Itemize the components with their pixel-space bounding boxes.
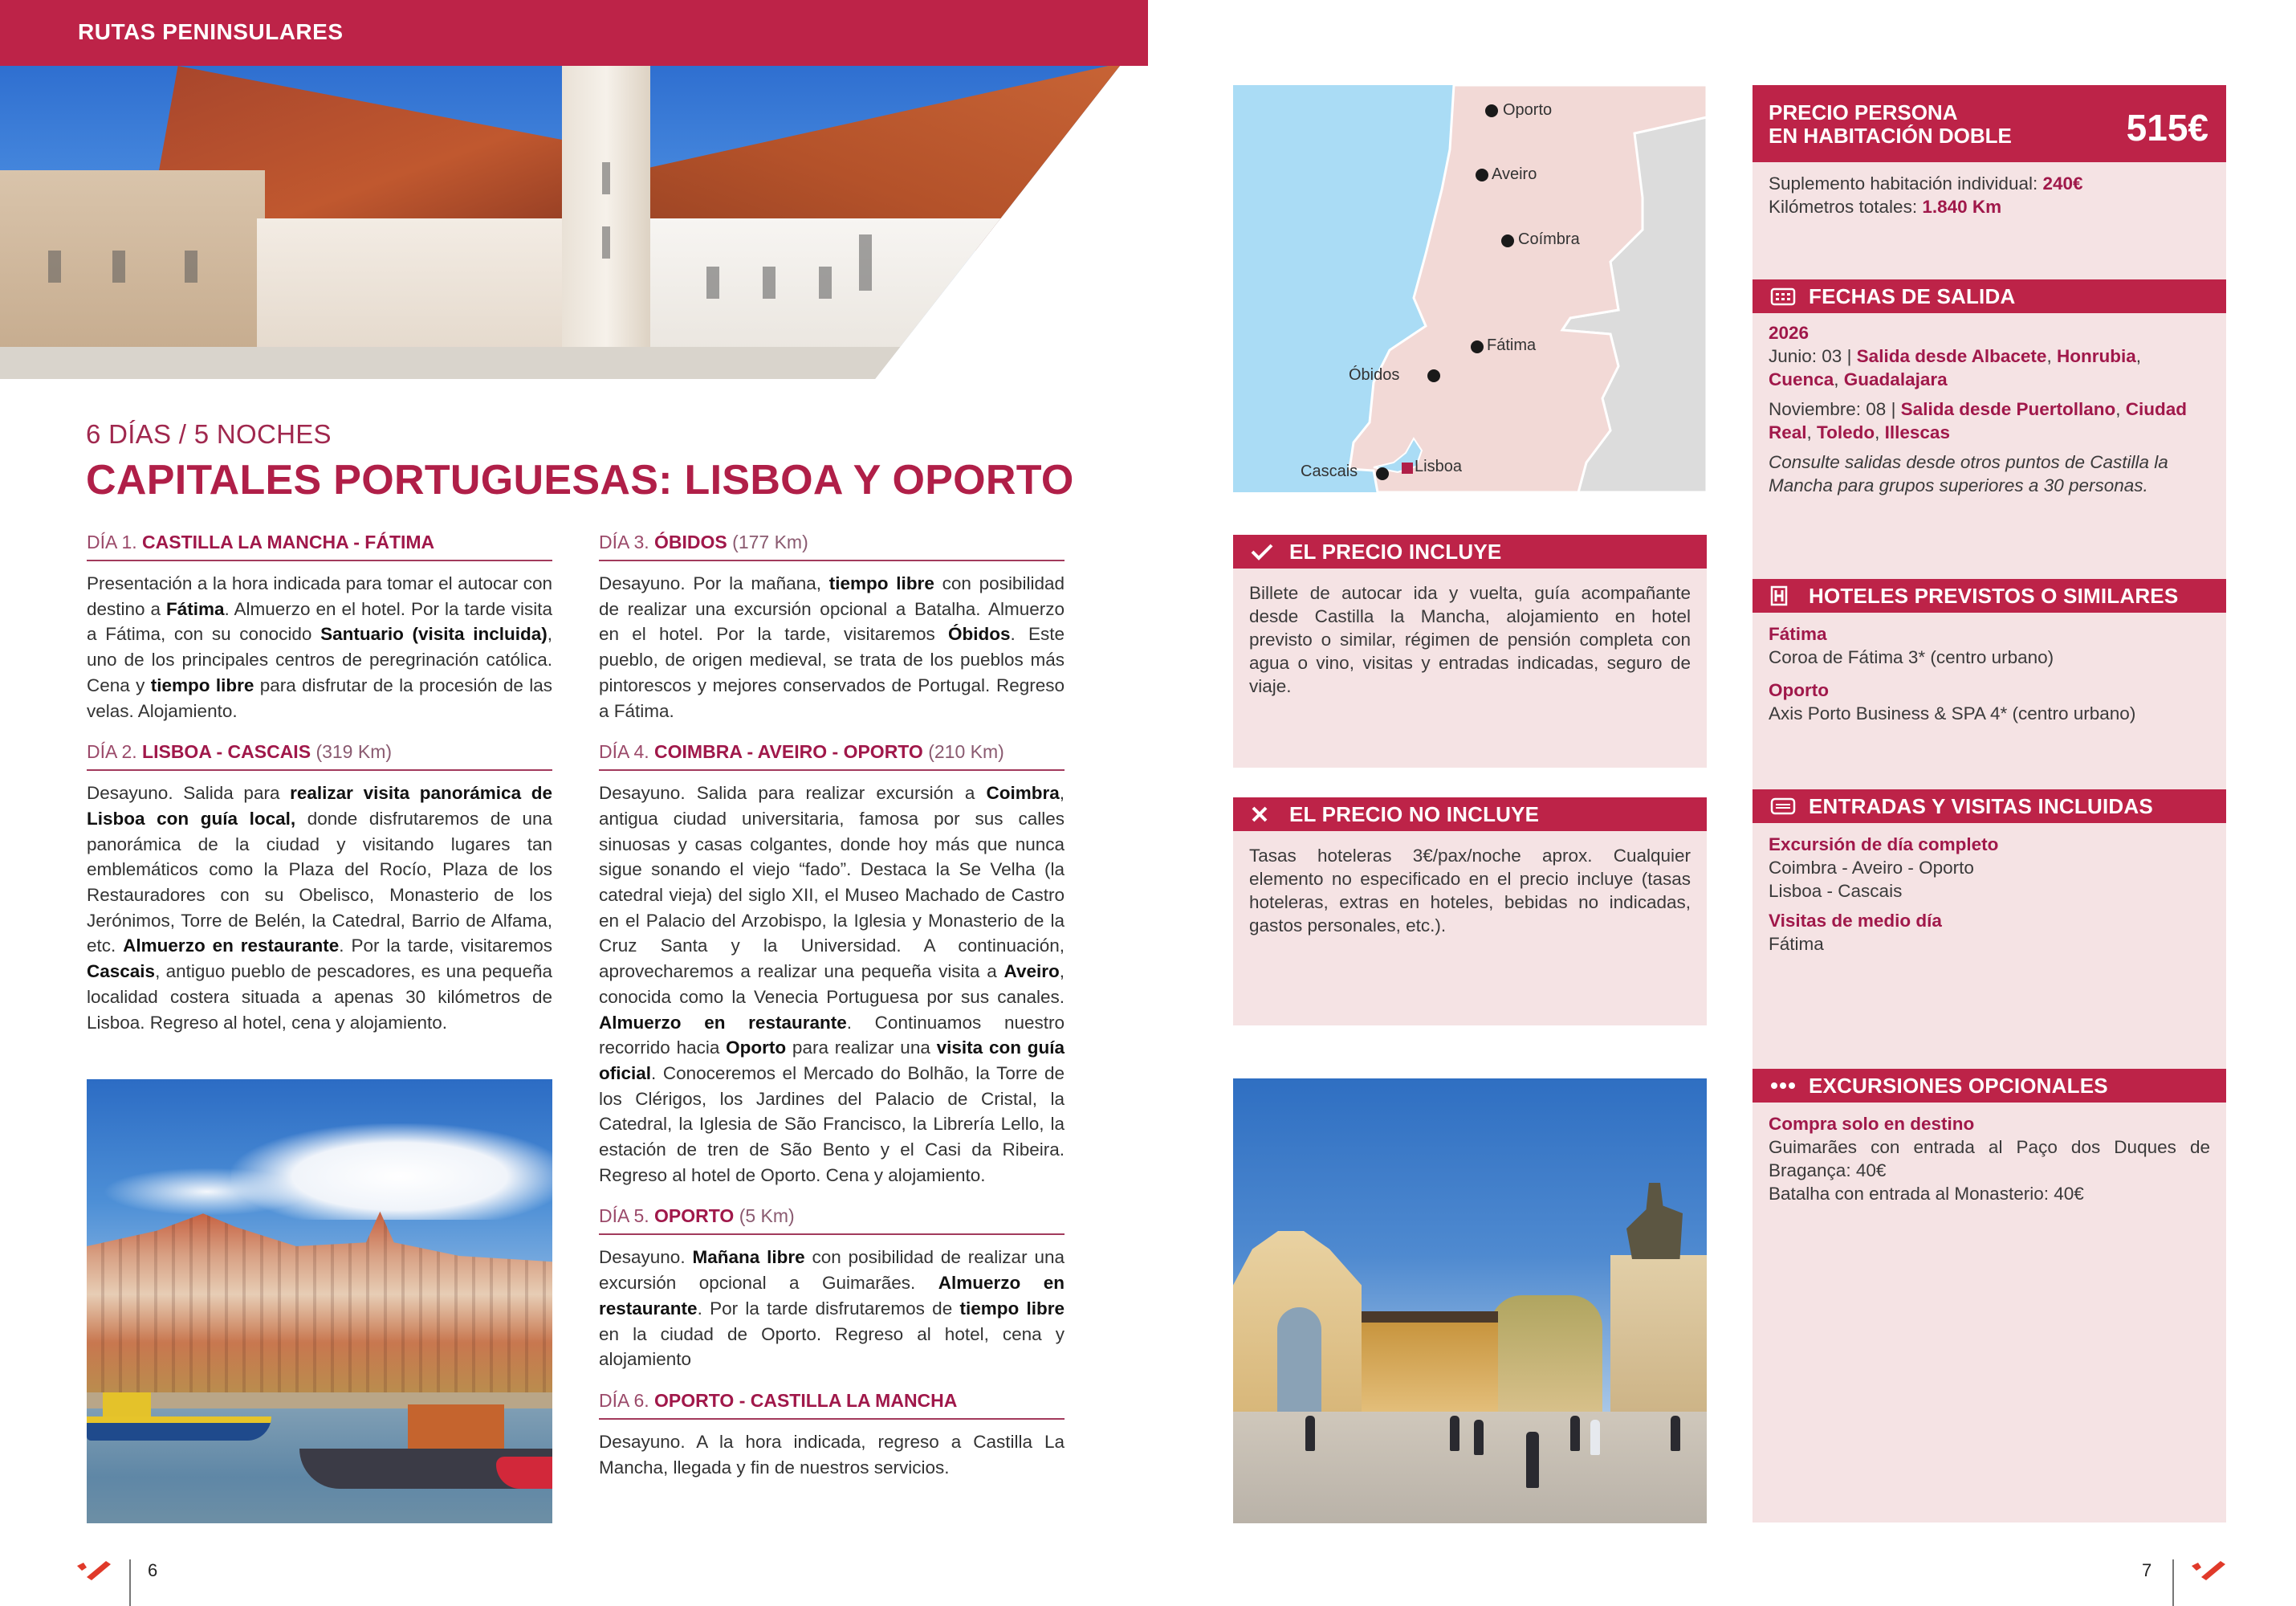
day-6 xyxy=(599,1390,1065,1480)
hotel-icon xyxy=(1770,585,1797,606)
day-description: Desayuno. Salida para realizar visita panorámica de Lisboa con guía local, donde disfrutaremos de una panorámica de la ciudad y visitando lugares tan emblemáticos como la Plaza del Rocío, Plaza de los Restauradores con su Obelisco, Monasterio de los Jerónimos, Torre de Belén, la Catedral, Barrio de Alfama, etc. Almuerzo en restaurante. Por la tarde, visitaremos Cascais, antiguo pueblo de pescadores, es una pequeña localidad costera situada a apenas 30 kilómetros de Lisboa. Regreso al hotel, cena y alojamiento. xyxy=(87,783,552,1033)
visit-line: Coimbra - Aveiro - Oporto xyxy=(1769,858,1974,878)
hotels-header: HOTELES PREVISTOS O SIMILARES xyxy=(1753,579,2226,613)
calendar-icon xyxy=(1770,287,1797,306)
map-label-obidos: Óbidos xyxy=(1349,366,1400,384)
map-label-lisboa: Lisboa xyxy=(1415,458,1462,475)
optional-excursions-body xyxy=(1753,1103,2226,1205)
price-details xyxy=(1753,162,2226,279)
departure-row: Noviembre: 08 | Salida desde Puertollano, Ciudad Real, Toledo, Illescas xyxy=(1769,399,2188,442)
price-includes-header: EL PRECIO INCLUYE xyxy=(1233,535,1707,569)
optional-line: Guimarães con entrada al Paço dos Duques de Bragança: 40€ xyxy=(1769,1137,2210,1180)
itinerary-column-1 xyxy=(87,532,552,1053)
optional-line: Batalha con entrada al Monasterio: 40€ xyxy=(1769,1184,2084,1204)
map-marker-cascais xyxy=(1376,467,1389,480)
visit-group-heading: Excursión de día completo xyxy=(1769,834,1999,854)
hotel-city: Oporto xyxy=(1769,680,1829,700)
check-icon xyxy=(1251,543,1278,560)
brand-check-logo-icon xyxy=(2190,1558,2227,1580)
departures-body xyxy=(1753,313,2226,579)
price-excludes-header: EL PRECIO NO INCLUYE xyxy=(1233,797,1707,831)
page-separator xyxy=(129,1559,131,1606)
section-band xyxy=(0,0,1148,66)
map-label-coimbra: Coímbra xyxy=(1518,230,1580,248)
day-description: Desayuno. Mañana libre con posibilidad de realizar una excursión opcional a Guimarães. Almuerzo en restaurante. Por la tarde disfrutaremos de tiempo libre en la ciudad de Oporto. Regreso al hotel, cena y alojamiento xyxy=(599,1247,1065,1370)
map-marker-oporto xyxy=(1485,104,1498,117)
departures-note: Consulte salidas desde otros puntos de Castilla la Mancha para grupos superiores a 30 personas. xyxy=(1769,452,2168,495)
map-label-cascais: Cascais xyxy=(1301,463,1358,480)
price-header xyxy=(1753,85,2226,162)
day-1 xyxy=(87,532,552,724)
day-description: Desayuno. Por la mañana, tiempo libre con posibilidad de realizar una excursión opcional a Batalha. Almuerzo en el hotel. Por la tarde, visitaremos Óbidos. Este pueblo, de origen medieval, se trata de los pueblos más pintorescos y mejores conservados de Portugal. Regreso a Fátima. xyxy=(599,573,1065,721)
optional-heading: Compra solo en destino xyxy=(1769,1114,1975,1134)
map-marker-coimbra xyxy=(1501,234,1514,247)
photo-lisboa-praca-do-comercio xyxy=(1233,1078,1707,1523)
trip-title: CAPITALES PORTUGUESAS: LISBOA Y OPORTO xyxy=(86,457,1074,503)
info-sidebar xyxy=(1753,85,2226,1522)
departure-row: Junio: 03 | Salida desde Albacete, Honrubia, Cuenca, Guadalajara xyxy=(1769,346,2141,389)
x-icon xyxy=(1251,805,1278,823)
map-label-aveiro: Aveiro xyxy=(1492,165,1537,183)
visits-header: ENTRADAS Y VISITAS INCLUIDAS xyxy=(1753,789,2226,823)
day-2 xyxy=(87,741,552,1035)
day-heading: DÍA 6. OPORTO - CASTILLA LA MANCHA xyxy=(599,1390,1065,1420)
brand-check-logo-icon xyxy=(75,1558,112,1580)
day-5 xyxy=(599,1205,1065,1372)
map-marker-lisboa xyxy=(1402,463,1413,474)
visits-body xyxy=(1753,823,2226,1069)
departure-year: 2026 xyxy=(1769,323,1810,343)
day-description: Desayuno. Salida para realizar excursión a Coimbra, antigua ciudad universitaria, famosa por sus calles sinuosas y casas colgantes, donde hoy más que nunca sigue sonando el viejo “fado”. Destaca la Se Velha (la catedral vieja) del siglo XII, el Museo Machado de Castro en el Palacio del Arzobispo, la Iglesia y Monasterio de la Cruz Santa y la Universidad. A continuación, aprovecharemos a realizar una pequeña visita a Aveiro, conocida como la Venecia Portuguesa por sus canales. Almuerzo en restaurante. Continuamos nuestro recorrido hacia Oporto para realizar una visita con guía oficial. Conoceremos el Mercado do Bolhão, la Torre de los Clérigos, los Jardines del Palacio de Cristal, la Catedral, la Iglesia de São Francisco, la Librería Lello, la estación de tren de São Bento y el Casi da Ribeira. Regreso al hotel de Oporto. Cena y alojamiento. xyxy=(599,783,1065,1185)
route-map xyxy=(1233,85,1707,492)
price-excludes-text: Tasas hoteleras 3€/pax/noche aprox. Cualquier elemento no especificado en el precio incluye (tasas hoteleras, extras en hoteles, bebidas no indicadas, gastos personales, etc.). xyxy=(1249,846,1691,935)
day-heading: DÍA 5. OPORTO (5 Km) xyxy=(599,1205,1065,1235)
map-marker-fatima xyxy=(1471,340,1484,353)
map-label-oporto: Oporto xyxy=(1503,101,1553,119)
map-label-fatima: Fátima xyxy=(1487,336,1537,354)
section-label: RUTAS PENINSULARES xyxy=(78,19,344,44)
page-number-left: 6 xyxy=(148,1560,158,1580)
price-includes-box xyxy=(1233,535,1707,768)
price-amount: 515€ xyxy=(2126,107,2208,149)
visit-line: Lisboa - Cascais xyxy=(1769,881,1903,901)
hero-photo-coimbra-university xyxy=(0,66,1148,379)
price-label: PRECIO PERSONA EN HABITACIÓN DOBLE xyxy=(1769,100,2012,148)
day-description: Desayuno. A la hora indicada, regreso a Castilla La Mancha, llegada y fin de nuestros servicios. xyxy=(599,1431,1065,1478)
map-marker-aveiro xyxy=(1476,169,1488,181)
visit-line: Fátima xyxy=(1769,934,1824,954)
day-heading: DÍA 1. CASTILLA LA MANCHA - FÁTIMA xyxy=(87,532,552,561)
day-4 xyxy=(599,741,1065,1188)
photo-porto-ribeira xyxy=(87,1079,552,1523)
day-heading: DÍA 2. LISBOA - CASCAIS (319 Km) xyxy=(87,741,552,771)
visit-group-heading: Visitas de medio día xyxy=(1769,911,1942,931)
ticket-icon xyxy=(1770,797,1797,815)
total-km: Kilómetros totales: 1.840 Km xyxy=(1769,197,2002,217)
price-includes-text: Billete de autocar ida y vuelta, guía acompañante desde Castilla la Mancha, alojamiento en hotel previsto o similar, régimen de pensión completa con agua o vino, visitas y entradas indicadas, seguro de viaje. xyxy=(1249,583,1691,696)
map-marker-obidos xyxy=(1427,369,1440,382)
departures-header: FECHAS DE SALIDA xyxy=(1753,279,2226,313)
dots-icon xyxy=(1770,1082,1797,1090)
price-excludes-box xyxy=(1233,797,1707,1025)
page-separator xyxy=(2172,1559,2174,1606)
itinerary-column-2 xyxy=(599,532,1065,1498)
day-heading: DÍA 4. COIMBRA - AVEIRO - OPORTO (210 Km) xyxy=(599,741,1065,771)
day-3 xyxy=(599,532,1065,724)
trip-duration: 6 DÍAS / 5 NOCHES xyxy=(86,419,332,449)
single-supplement: Suplemento habitación individual: 240€ xyxy=(1769,173,2083,194)
hotel-name: Coroa de Fátima 3* (centro urbano) xyxy=(1769,647,2054,667)
optional-excursions-header: EXCURSIONES OPCIONALES xyxy=(1753,1069,2226,1103)
hotel-city: Fátima xyxy=(1769,624,1827,644)
hotels-body xyxy=(1753,613,2226,789)
day-description: Presentación a la hora indicada para tomar el autocar con destino a Fátima. Almuerzo en el hotel. Por la tarde visita a Fátima, con su conocido Santuario (visita incluida), uno de los principales centros de peregrinación católica. Cena y tiempo libre para disfrutar de la procesión de las velas. Alojamiento. xyxy=(87,573,552,721)
day-heading: DÍA 3. ÓBIDOS (177 Km) xyxy=(599,532,1065,561)
page-number-right: 7 xyxy=(2142,1560,2152,1580)
hotel-name: Axis Porto Business & SPA 4* (centro urbano) xyxy=(1769,703,2136,724)
